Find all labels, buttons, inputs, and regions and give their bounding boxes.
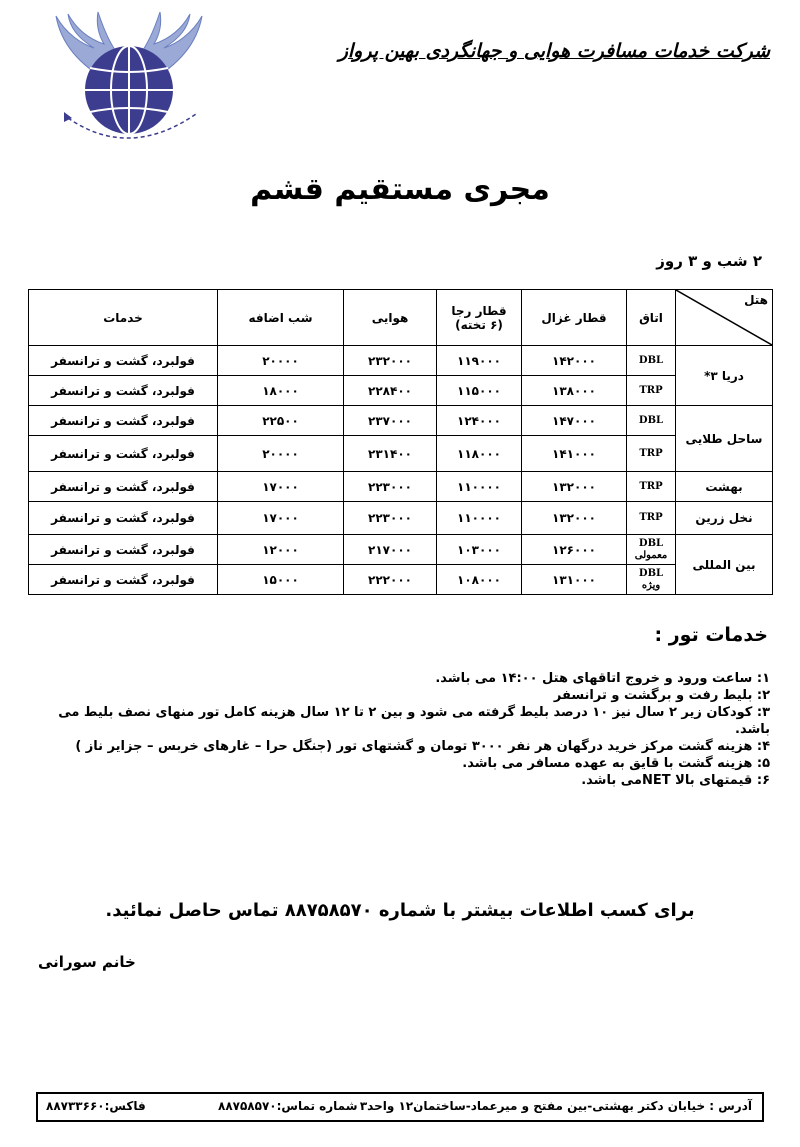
service-item: ۲: بلیط رفت و برگشت و ترانسفر [553, 688, 770, 703]
services-cell: فولبرد، گشت و ترانسفر [29, 472, 218, 502]
price-ghazal: ۱۴۱۰۰۰ [522, 436, 627, 472]
footer-box [36, 1092, 764, 1122]
services-cell: فولبرد، گشت و ترانسفر [29, 346, 218, 376]
room-type: DBL معمولی [627, 535, 676, 565]
price-raja: ۱۰۳۰۰۰ [437, 535, 522, 565]
services-cell: فولبرد، گشت و ترانسفر [29, 502, 218, 535]
hotel-name: نخل زرین [676, 502, 773, 535]
service-item: ۱: ساعت ورود و خروج اتاقهای هتل ۱۴:۰۰ می باشد. [435, 671, 770, 686]
price-ghazal: ۱۴۲۰۰۰ [522, 346, 627, 376]
services-cell: فولبرد، گشت و ترانسفر [29, 406, 218, 436]
price-air: ۲۲۳۰۰۰ [344, 472, 437, 502]
price-ghazal: ۱۲۶۰۰۰ [522, 535, 627, 565]
services-cell: فولبرد، گشت و ترانسفر [29, 535, 218, 565]
price-raja: ۱۱۹۰۰۰ [437, 346, 522, 376]
price-raja: ۱۱۰۰۰۰ [437, 472, 522, 502]
room-type: TRP [627, 502, 676, 535]
room-type: DBL ویژه [627, 565, 676, 595]
page-title: مجری مستقیم قشم [250, 172, 550, 207]
services-cell: فولبرد، گشت و ترانسفر [29, 436, 218, 472]
footer-fax: فاکس:۸۸۷۳۳۶۶۰ [46, 1099, 146, 1113]
table-row [29, 565, 773, 595]
hotel-name: بین المللی [676, 535, 773, 595]
price-air: ۲۲۸۴۰۰ [344, 376, 437, 406]
company-name: شرکت خدمات مسافرت هوایی و جهانگردی بهین پرواز [338, 40, 770, 62]
header-air: هوایی [344, 290, 437, 346]
contact-line: برای کسب اطلاعات بیشتر با شماره ۸۸۷۵۸۵۷۰ تماس حاصل نمائید. [105, 900, 695, 921]
price-air: ۲۳۷۰۰۰ [344, 406, 437, 436]
price-raja: ۱۱۵۰۰۰ [437, 376, 522, 406]
price-air: ۲۲۲۰۰۰ [344, 565, 437, 595]
contact-name: خانم سورانی [38, 953, 136, 971]
service-item: ۶: قیمتهای بالا NETمی باشد. [581, 773, 770, 788]
price-extra: ۱۸۰۰۰ [218, 376, 344, 406]
footer-phone: شماره تماس:۸۸۷۵۸۵۷۰ [218, 1099, 358, 1113]
header-room: اتاق [627, 290, 676, 346]
room-type: TRP [627, 472, 676, 502]
header-train-ghazal: قطار غزال [522, 290, 627, 346]
services-heading: خدمات تور : [654, 624, 768, 646]
table-row [29, 346, 773, 376]
hotel-name: دریا ۳* [676, 346, 773, 406]
table-row [29, 472, 773, 502]
price-extra: ۱۲۰۰۰ [218, 535, 344, 565]
price-air: ۲۳۲۰۰۰ [344, 346, 437, 376]
price-extra: ۱۷۰۰۰ [218, 502, 344, 535]
price-extra: ۲۲۵۰۰ [218, 406, 344, 436]
price-extra: ۲۰۰۰۰ [218, 346, 344, 376]
room-type: DBL [627, 346, 676, 376]
table-row [29, 502, 773, 535]
company-logo [48, 10, 210, 150]
header-services: خدمات [29, 290, 218, 346]
header-hotel: هتل [676, 290, 773, 346]
service-item: ۴: هزینه گشت مرکز خرید درگهان هر نفر ۳۰۰۰ تومان و گشتهای تور (جنگل حرا – غارهای خربس – جزایر ناز ) [75, 739, 770, 754]
price-table [28, 289, 773, 595]
price-air: ۲۲۳۰۰۰ [344, 502, 437, 535]
price-ghazal: ۱۳۲۰۰۰ [522, 502, 627, 535]
price-raja: ۱۱۸۰۰۰ [437, 436, 522, 472]
footer-address: آدرس : خیابان دکتر بهشتی-بین مفتح و میرعماد-ساختمان۱۲ واحد۳ [359, 1099, 752, 1113]
room-type: DBL [627, 406, 676, 436]
tour-duration: ۲ شب و ۳ روز [656, 252, 762, 270]
price-raja: ۱۰۸۰۰۰ [437, 565, 522, 595]
hotel-name: بهشت [676, 472, 773, 502]
price-raja: ۱۱۰۰۰۰ [437, 502, 522, 535]
room-type: TRP [627, 436, 676, 472]
services-cell: فولبرد، گشت و ترانسفر [29, 565, 218, 595]
table-header-row [29, 290, 773, 346]
table-row [29, 406, 773, 436]
price-extra: ۱۷۰۰۰ [218, 472, 344, 502]
price-raja: ۱۲۴۰۰۰ [437, 406, 522, 436]
price-air: ۲۱۷۰۰۰ [344, 535, 437, 565]
table-row [29, 535, 773, 565]
service-item: ۳: کودکان زیر ۲ سال نیز ۱۰ درصد بلیط گرفته می شود و بین ۲ تا ۱۲ سال هزینه کامل تور منهای نصف بلیط می باشد. [58, 705, 770, 737]
services-list [28, 670, 770, 789]
table-row [29, 376, 773, 406]
header-train-raja: قطار رجا (۶ تخته) [437, 290, 522, 346]
price-ghazal: ۱۳۱۰۰۰ [522, 565, 627, 595]
price-ghazal: ۱۳۸۰۰۰ [522, 376, 627, 406]
price-extra: ۲۰۰۰۰ [218, 436, 344, 472]
price-air: ۲۳۱۴۰۰ [344, 436, 437, 472]
room-type: TRP [627, 376, 676, 406]
price-ghazal: ۱۴۷۰۰۰ [522, 406, 627, 436]
header-extra-night: شب اضافه [218, 290, 344, 346]
hotel-name: ساحل طلایی [676, 406, 773, 472]
table-row [29, 436, 773, 472]
price-ghazal: ۱۳۲۰۰۰ [522, 472, 627, 502]
services-cell: فولبرد، گشت و ترانسفر [29, 376, 218, 406]
service-item: ۵: هزینه گشت با قایق به عهده مسافر می باشد. [462, 756, 770, 771]
price-extra: ۱۵۰۰۰ [218, 565, 344, 595]
